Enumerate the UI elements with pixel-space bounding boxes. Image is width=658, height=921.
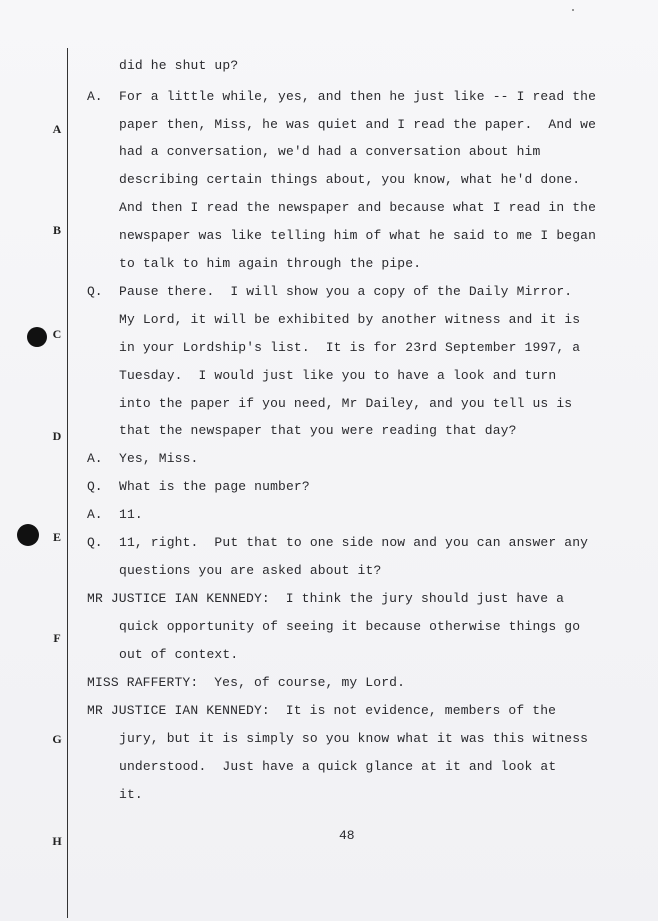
transcript-line: What is the page number? bbox=[119, 479, 310, 494]
transcript-line: Pause there. I will show you a copy of the Daily Mirror. bbox=[119, 284, 573, 299]
margin-marker-c: C bbox=[52, 327, 62, 341]
question-prefix: Q. bbox=[87, 284, 103, 299]
transcript-line: out of context. bbox=[119, 647, 239, 662]
page-number: 48 bbox=[339, 828, 355, 843]
transcript-line: My Lord, it will be exhibited by another witness and it is bbox=[119, 312, 581, 327]
transcript-line: had a conversation, we'd had a conversation about him bbox=[119, 144, 541, 159]
answer-prefix: A. bbox=[87, 507, 103, 522]
transcript-line: 11, right. Put that to one side now and you can answer any bbox=[119, 535, 589, 550]
transcript-line: For a little while, yes, and then he just like -- I read the bbox=[119, 89, 597, 104]
question-prefix: Q. bbox=[87, 535, 103, 550]
transcript-line: to talk to him again through the pipe. bbox=[119, 256, 422, 271]
transcript-line: in your Lordship's list. It is for 23rd September 1997, a bbox=[119, 340, 581, 355]
transcript-line: jury, but it is simply so you know what it was this witness bbox=[119, 731, 589, 746]
answer-prefix: A. bbox=[87, 89, 103, 104]
transcript-line: Tuesday. I would just like you to have a look and turn bbox=[119, 368, 557, 383]
transcript-line: And then I read the newspaper and because what I read in the bbox=[119, 200, 597, 215]
margin-marker-g: G bbox=[52, 732, 62, 746]
transcript-line: understood. Just have a quick glance at it and look at bbox=[119, 759, 557, 774]
transcript-line: that the newspaper that you were reading that day? bbox=[119, 423, 517, 438]
scan-speck bbox=[572, 9, 574, 11]
punch-hole-upper bbox=[27, 327, 47, 347]
speaker-line: MR JUSTICE IAN KENNEDY: It is not evidence, members of the bbox=[87, 703, 557, 718]
transcript-line: 11. bbox=[119, 507, 143, 522]
left-margin-rule bbox=[67, 48, 68, 918]
transcript-line: describing certain things about, you know, what he'd done. bbox=[119, 172, 581, 187]
transcript-line: did he shut up? bbox=[119, 58, 239, 73]
transcript-line: quick opportunity of seeing it because otherwise things go bbox=[119, 619, 581, 634]
transcript-line: it. bbox=[119, 787, 143, 802]
margin-marker-f: F bbox=[53, 631, 61, 645]
speaker-line: MR JUSTICE IAN KENNEDY: I think the jury should just have a bbox=[87, 591, 565, 606]
margin-marker-a: A bbox=[52, 122, 62, 136]
question-prefix: Q. bbox=[87, 479, 103, 494]
margin-marker-b: B bbox=[52, 223, 61, 237]
margin-marker-d: D bbox=[52, 429, 62, 443]
margin-marker-h: H bbox=[52, 834, 62, 848]
answer-prefix: A. bbox=[87, 451, 103, 466]
transcript-line: Yes, Miss. bbox=[119, 451, 199, 466]
transcript-line: newspaper was like telling him of what he said to me I began bbox=[119, 228, 597, 243]
transcript-line: into the paper if you need, Mr Dailey, and you tell us is bbox=[119, 396, 573, 411]
transcript-line: paper then, Miss, he was quiet and I read the paper. And we bbox=[119, 117, 597, 132]
speaker-line: MISS RAFFERTY: Yes, of course, my Lord. bbox=[87, 675, 406, 690]
punch-hole-lower bbox=[17, 524, 39, 546]
transcript-line: questions you are asked about it? bbox=[119, 563, 382, 578]
margin-marker-e: E bbox=[52, 530, 61, 544]
